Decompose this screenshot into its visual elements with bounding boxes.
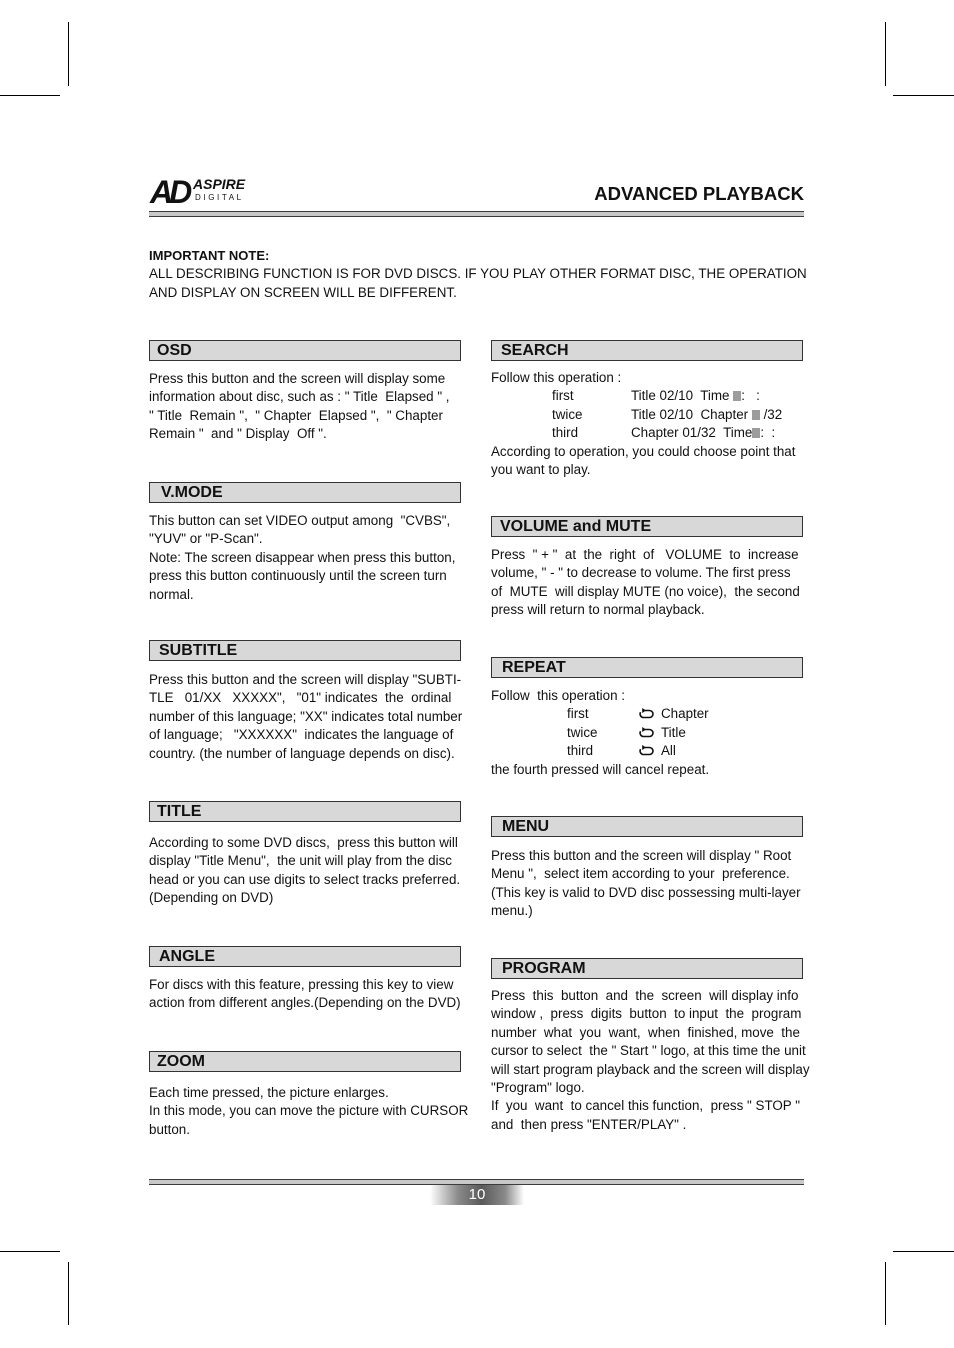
note-heading: IMPORTANT NOTE: [149,248,270,263]
readout-text: Title 02/10 Chapter [631,406,752,422]
body-line: "Program" logo. [491,1079,585,1095]
body-line: "YUV" or "P-Scan". [149,531,263,547]
section-body-volume-mute [491,546,800,620]
press-count: third [567,743,594,759]
body-line: Press this button and the screen will display some [149,371,446,386]
repeat-mode: Chapter [661,706,709,722]
repeat-step-row [491,705,709,723]
body-line: press will return to normal playback. [491,602,705,618]
body-line: If you want to cancel this function, press " STOP " [491,1098,800,1114]
readout-text: : : [741,388,760,404]
section-body-title [149,834,460,908]
body-line: the fourth pressed will cancel repeat. [491,761,710,777]
crop-mark [893,1251,954,1252]
press-count: first [567,706,589,722]
body-line: According to some DVD discs, press this button will [149,835,458,850]
body-line: press this button continuously until the screen turn [149,568,447,584]
page-number: 10 [430,1185,524,1205]
repeat-icon [639,708,654,720]
crop-mark [0,1251,60,1252]
body-line: number what you want, when finished, move the [491,1024,800,1040]
search-step-row [491,387,795,405]
crop-mark [0,95,60,96]
section-header-menu [491,816,803,837]
crop-mark [885,22,886,86]
crop-mark [885,1262,886,1325]
crop-mark [68,22,69,86]
press-count: twice [552,406,583,422]
body-line: action from different angles.(Depending on the DVD) [149,995,461,1011]
section-label: SUBTITLE [159,642,238,659]
body-line: For discs with this feature, pressing this key to view [149,977,454,992]
note-line: ALL DESCRIBING FUNCTION IS FOR DVD DISCS. IF YOU PLAY OTHER FORMAT DISC, THE OPERATION [149,266,807,281]
section-label: OSD [157,342,192,359]
body-line: number of this language; "XX" indicates total number [149,708,463,724]
section-header-search [491,340,803,361]
section-header-osd [149,340,461,361]
body-line: " Title Remain ", " Chapter Elapsed ", " Chapter [149,407,443,423]
section-header-subtitle [149,640,461,661]
section-body-angle [149,976,461,1013]
body-line: (This key is valid to DVD disc possessing multi-layer [491,884,801,900]
body-line: country. (the number of language depends on disc). [149,745,455,761]
section-body-search [491,369,795,479]
section-label: REPEAT [502,659,566,676]
section-label: V.MODE [161,484,223,501]
press-count: twice [567,724,598,740]
display-readout [631,387,760,405]
body-line: Follow this operation : [491,688,625,703]
body-line: Menu ", select item according to your preference. [491,866,790,882]
section-body-vmode [149,512,455,604]
gray-square-icon [752,410,760,420]
section-label: ANGLE [159,948,215,965]
body-line: display "Title Menu", the unit will play from the disc [149,853,452,869]
section-body-osd [149,370,450,444]
press-count: first [552,388,574,404]
section-header-program [491,958,803,979]
body-line: volume, " - " to decrease to volume. The first press [491,565,791,581]
repeat-step-row [491,742,709,760]
note-line: AND DISPLAY ON SCREEN WILL BE DIFFERENT. [149,285,457,300]
body-line: This button can set VIDEO output among "CVBS", [149,513,451,528]
body-line: you want to play. [491,461,591,477]
readout-text: Title 02/10 Time [631,388,734,404]
repeat-mode: Title [661,724,686,740]
body-line: button. [149,1121,190,1137]
body-line: According to operation, you could choose point that [491,443,796,459]
section-label: VOLUME and MUTE [500,518,652,535]
body-line: and then press "ENTER/PLAY" . [491,1116,687,1132]
section-header-title [149,801,461,822]
body-line: will start program playback and the screen will display [491,1061,810,1077]
page-title: ADVANCED PLAYBACK [594,183,804,204]
header-rule [149,211,804,217]
body-line: of MUTE will display MUTE (no voice), the second [491,583,800,599]
body-line: Press " + " at the right of VOLUME to increase [491,547,799,562]
logo-subtitle: DIGITAL [195,193,244,202]
body-line: menu.) [491,903,533,919]
body-line: of language; "XXXXXX" indicates the language of [149,727,454,743]
repeat-mode: All [661,743,676,759]
section-header-zoom [149,1051,461,1072]
note-body [149,264,807,302]
body-line: normal. [149,586,194,602]
readout-text: : : [760,425,776,441]
section-body-repeat [491,687,709,779]
body-line: cursor to select the " Start " logo, at this time the unit [491,1043,806,1059]
section-body-subtitle [149,671,462,763]
body-line: Remain " and " Display Off ". [149,426,327,442]
section-header-volume-mute [491,516,803,537]
section-body-zoom [149,1084,468,1139]
body-line: Press this button and the screen will display info [491,988,799,1003]
crop-mark [68,1262,69,1325]
search-step-row [491,424,795,442]
section-header-angle [149,946,461,967]
section-label: PROGRAM [502,960,586,977]
readout-text: Chapter 01/32 Time [631,425,753,441]
repeat-notes [491,761,709,779]
logo-mark: AD [150,174,189,210]
body-line: TLE 01/XX XXXXX", "01" indicates the ordinal [149,690,452,706]
body-line: Note: The screen disappear when press this button, [149,549,456,565]
body-line: Press this button and the screen will display "SUBTI- [149,672,462,687]
press-count: third [552,425,579,441]
body-line: window , press digits button to input the program [491,1006,802,1022]
display-readout [631,406,782,424]
brand-logo [150,174,250,210]
body-line: information about disc, such as : " Title Elapsed " , [149,389,450,405]
section-label: ZOOM [157,1053,205,1070]
body-line: Press this button and the screen will display " Root [491,848,792,863]
section-body-menu [491,847,801,921]
section-label: SEARCH [501,342,569,359]
body-line: (Depending on DVD) [149,890,274,906]
section-label: MENU [502,818,550,835]
repeat-step-row [491,724,709,742]
section-body-program [491,987,810,1134]
logo-brand-name: ASPIRE [193,176,246,192]
repeat-icon [639,727,654,739]
crop-mark [893,95,954,96]
body-line: head or you can use digits to select tracks preferred. [149,871,461,887]
section-header-repeat [491,657,803,678]
section-label: TITLE [157,803,202,820]
body-line: Each time pressed, the picture enlarges. [149,1085,389,1100]
body-line: Follow this operation : [491,370,622,385]
readout-text: /32 [759,406,783,422]
body-line: In this mode, you can move the picture with CURSOR [149,1103,469,1119]
search-step-row [491,406,795,424]
section-header-vmode [149,482,461,503]
display-readout [631,424,775,442]
repeat-icon [639,745,654,757]
search-notes [491,443,795,480]
